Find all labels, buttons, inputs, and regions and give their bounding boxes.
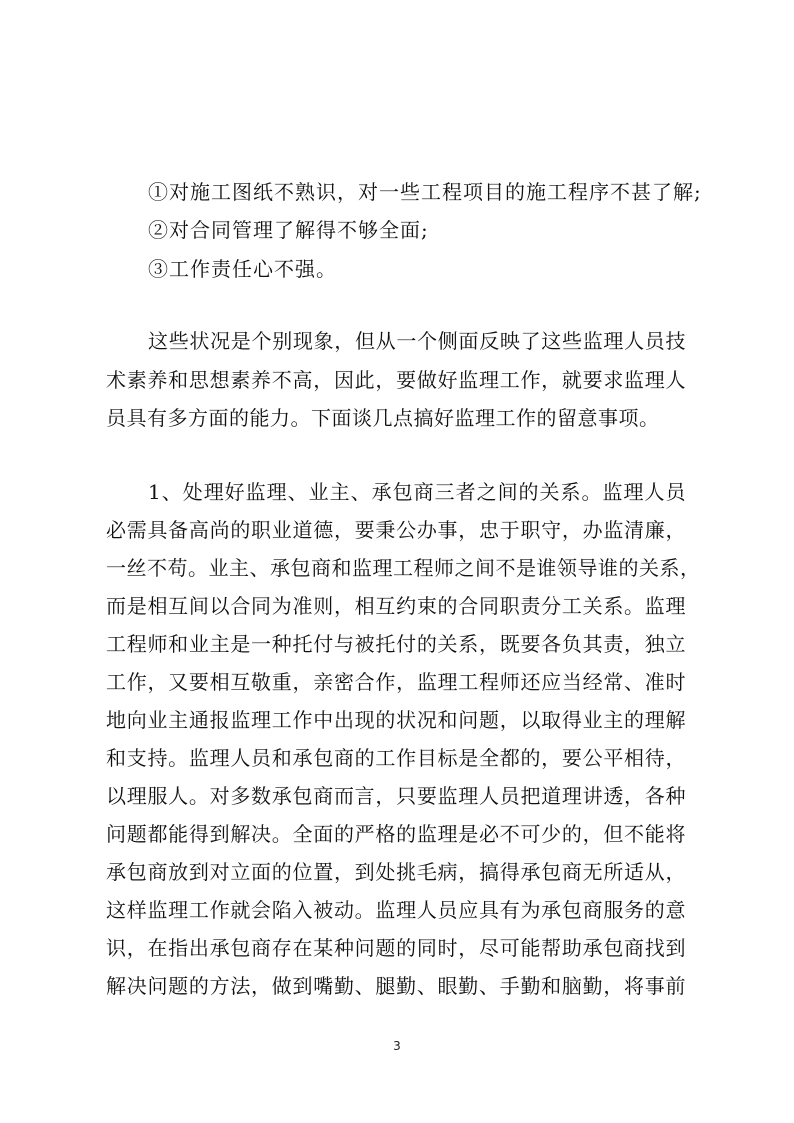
paragraph-line: 一丝不苟。业主、承包商和监理工程师之间不是谁领导谁的关系，: [106, 556, 701, 580]
paragraph-line: 和支持。监理人员和承包商的工作目标是全都的，要公平相待，: [106, 746, 686, 770]
paragraph-line: 承包商放到对立面的位置，到处挑毛病，搞得承包商无所适从，: [106, 860, 686, 884]
paragraph-line: 以理服人。对多数承包商而言，只要监理人员把道理讲透，各种: [106, 784, 686, 808]
paragraph-line: 必需具备高尚的职业道德，要秉公办事，忠于职守，办监清廉，: [106, 518, 686, 542]
list-item: ①对施工图纸不熟识，对一些工程项目的施工程序不甚了解;: [148, 180, 702, 204]
list-item: ②对合同管理了解得不够全面;: [148, 218, 429, 242]
paragraph-line: 员具有多方面的能力。下面谈几点搞好监理工作的留意事项。: [106, 406, 660, 430]
paragraph-line: 这样监理工作就会陷入被动。监理人员应具有为承包商服务的意: [106, 898, 686, 922]
paragraph-line: 问题都能得到解决。全面的严格的监理是必不可少的，但不能将: [106, 822, 686, 846]
paragraph-line: 工作，又要相互敬重，亲密合作，监理工程师还应当经常、准时: [106, 670, 686, 694]
paragraph-line: 解决问题的方法，做到嘴勤、腿勤、眼勤、手勤和脑勤，将事前: [106, 974, 686, 998]
paragraph-line: 这些状况是个别现象，但从一个侧面反映了这些监理人员技: [148, 329, 686, 353]
paragraph-line: 地向业主通报监理工作中出现的状况和问题，以取得业主的理解: [106, 708, 686, 732]
page-number: 3: [393, 1039, 401, 1053]
paragraph-line: 而是相互间以合同为准则，相互约束的合同职责分工关系。监理: [106, 594, 686, 618]
paragraph-line: 1、处理好监理、业主、承包商三者之间的关系。监理人员: [148, 480, 686, 504]
paragraph-line: 识，在指出承包商存在某种问题的同时，尽可能帮助承包商找到: [106, 936, 686, 960]
list-item: ③工作责任心不强。: [148, 257, 337, 281]
paragraph-line: 工程师和业主是一种托付与被托付的关系，既要各负其责，独立: [106, 632, 686, 656]
paragraph-line: 术素养和思想素养不高，因此，要做好监理工作，就要求监理人: [106, 368, 686, 392]
